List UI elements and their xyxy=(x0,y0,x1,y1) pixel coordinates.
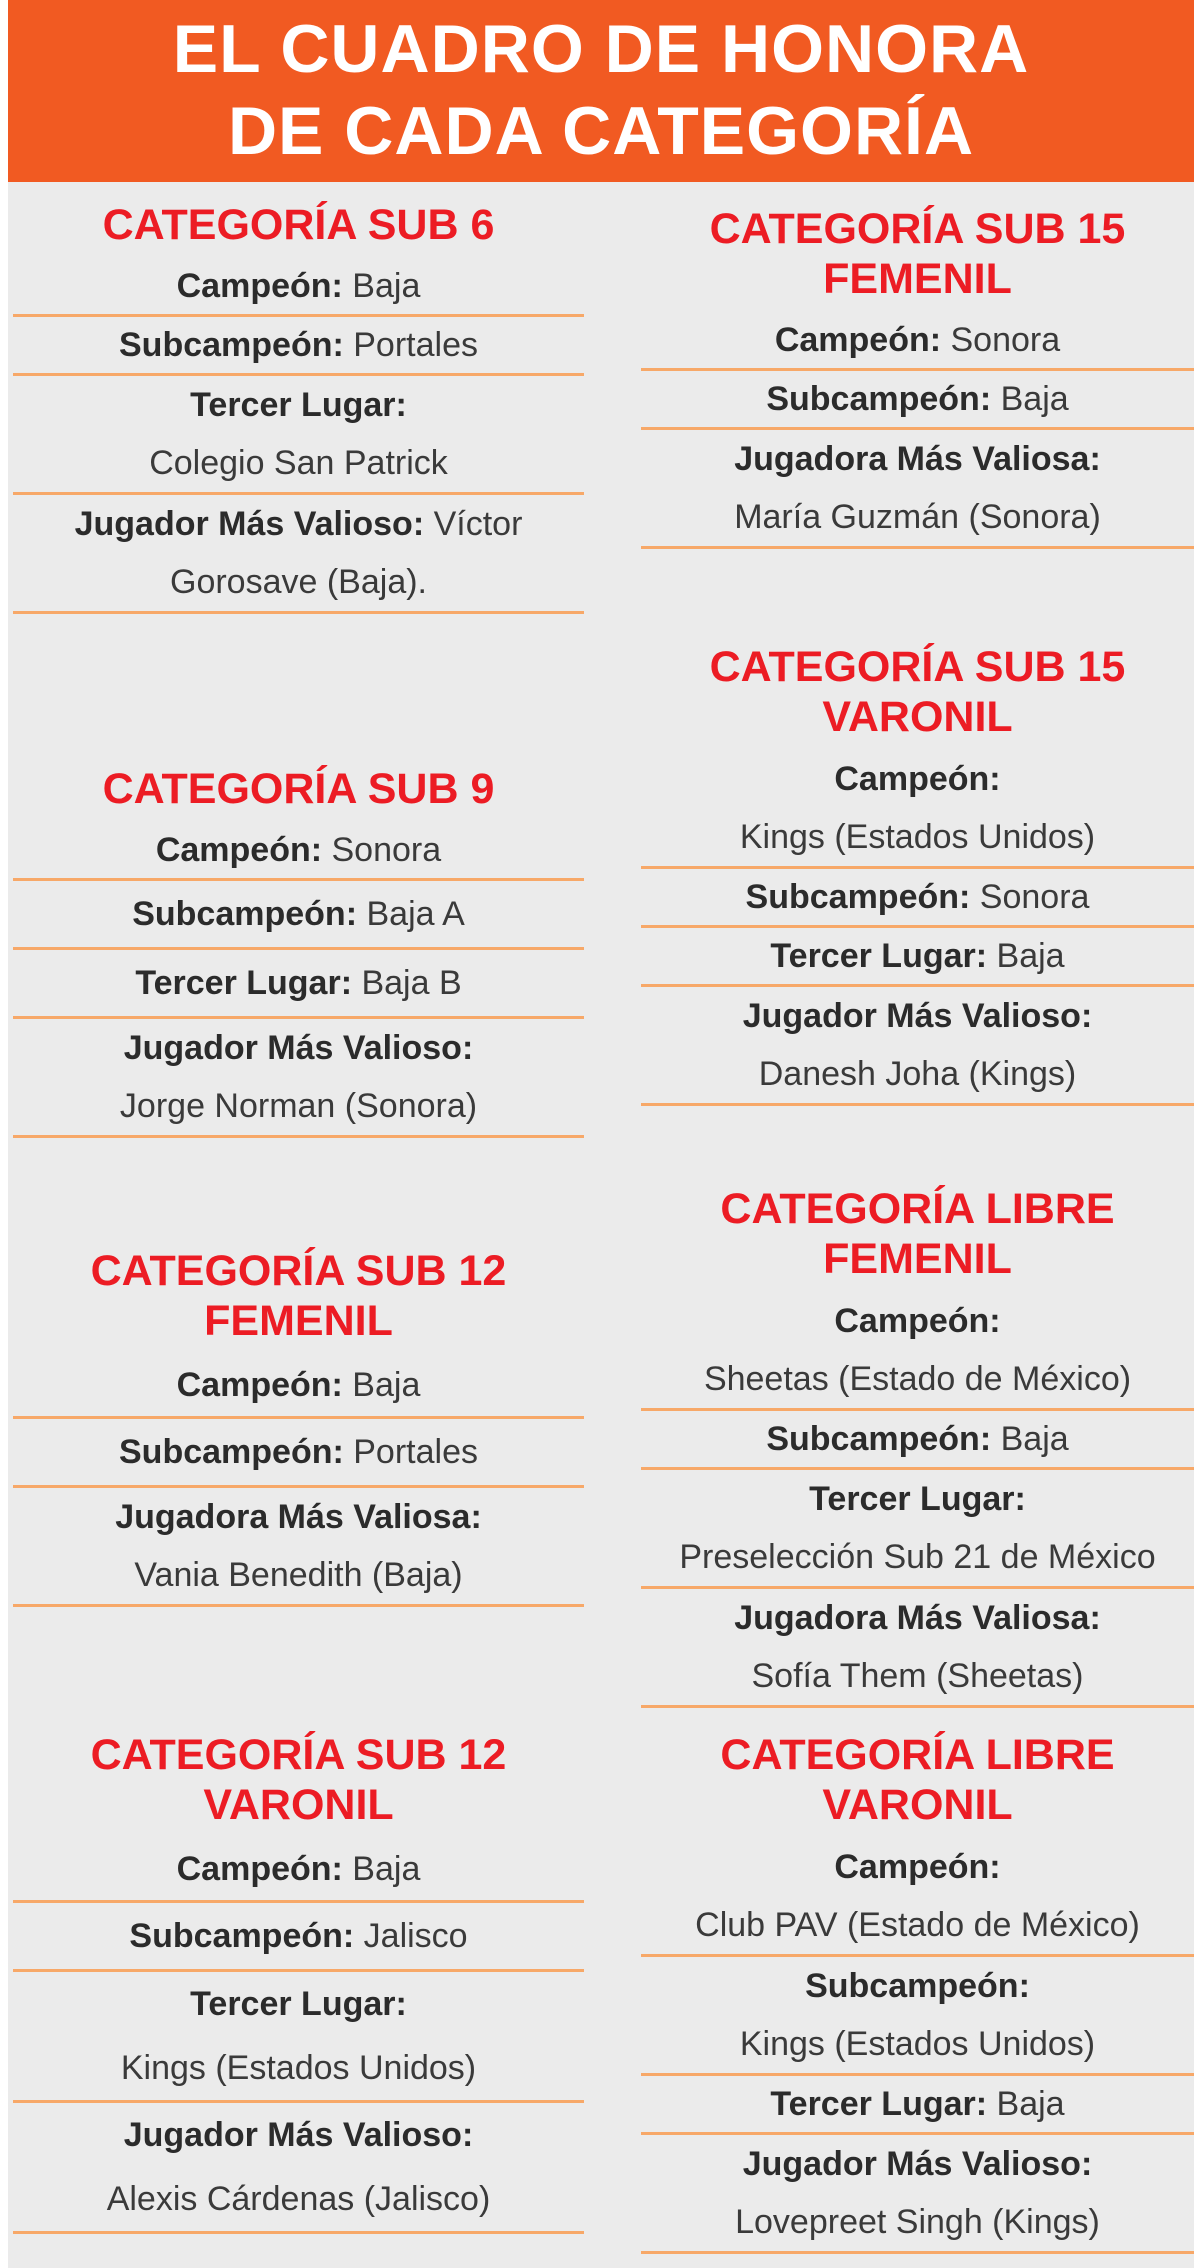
row-label: Campeón: xyxy=(834,1848,1001,1886)
category-title: CATEGORÍA SUB 15 FEMENIL xyxy=(709,205,1126,303)
row-label: Jugador Más Valioso: xyxy=(123,1029,474,1067)
mvp-row xyxy=(13,2103,584,2234)
row-value: Portales xyxy=(343,326,478,364)
row-value: Sheetas (Estado de México) xyxy=(703,1360,1132,1398)
mvp-row xyxy=(641,2135,1194,2254)
runner-up-row xyxy=(641,1411,1194,1470)
champion-row xyxy=(641,312,1194,371)
mvp-row xyxy=(13,1488,584,1607)
runner-up-row xyxy=(641,1957,1194,2076)
row-value: Lovepreet Singh (Kings) xyxy=(735,2203,1100,2241)
runner-up-row xyxy=(13,1419,584,1488)
row-value: Sofía Them (Sheetas) xyxy=(751,1657,1084,1695)
category-title: CATEGORÍA SUB 6 xyxy=(102,201,495,249)
third-place-row xyxy=(641,928,1194,987)
category-sub12-varonil xyxy=(13,1730,584,2234)
row-value: Portales xyxy=(343,1433,478,1471)
row-label: Jugador Más Valioso: xyxy=(742,997,1093,1035)
row-value: Víctor xyxy=(424,505,523,543)
category-title: CATEGORÍA LIBRE FEMENIL xyxy=(720,1185,1115,1283)
row-label: Tercer Lugar: xyxy=(770,937,988,975)
row-label: Subcampeón: xyxy=(766,1420,992,1458)
row-value: Baja xyxy=(991,1420,1069,1458)
row-label: Campeón: xyxy=(834,760,1001,798)
page-header xyxy=(8,0,1194,182)
row-label: Campeón: xyxy=(176,267,343,305)
row-label: Jugador Más Valioso: xyxy=(123,2116,474,2154)
row-label: Subcampeón: xyxy=(805,1967,1030,2005)
champion-row xyxy=(641,750,1194,869)
category-sub9 xyxy=(13,764,584,1138)
row-value: Baja xyxy=(991,380,1069,418)
row-label: Campeón: xyxy=(774,321,942,359)
third-place-row xyxy=(13,950,584,1019)
category-sub6 xyxy=(13,200,584,614)
row-value: Sonora xyxy=(941,321,1061,359)
champion-row xyxy=(641,1292,1194,1411)
champion-row xyxy=(13,1354,584,1419)
row-label: Jugador Más Valioso: xyxy=(742,2145,1093,2183)
category-sub15-femenil xyxy=(641,204,1194,549)
third-place-row xyxy=(13,1972,584,2103)
row-value: Vania Benedith (Baja) xyxy=(134,1556,463,1594)
champion-row xyxy=(13,1838,584,1903)
category-libre-femenil xyxy=(641,1184,1194,1708)
row-label: Subcampeón: xyxy=(119,1433,344,1471)
category-title: CATEGORÍA SUB 9 xyxy=(102,765,495,813)
row-label: Tercer Lugar: xyxy=(770,2085,988,2123)
row-label: Tercer Lugar: xyxy=(190,1985,407,2023)
champion-row xyxy=(13,258,584,317)
category-sub15-varonil xyxy=(641,642,1194,1106)
row-value: Kings (Estados Unidos) xyxy=(739,818,1096,856)
row-label: Tercer Lugar: xyxy=(135,964,353,1002)
third-place-row xyxy=(13,376,584,495)
row-value: Danesh Joha (Kings) xyxy=(758,1055,1077,1093)
runner-up-row xyxy=(13,881,584,950)
runner-up-row xyxy=(13,317,584,376)
row-label: Tercer Lugar: xyxy=(190,386,407,424)
row-value: Preselección Sub 21 de México xyxy=(679,1538,1156,1576)
row-value: Sonora xyxy=(970,878,1090,916)
category-sub12-femenil xyxy=(13,1246,584,1607)
champion-row xyxy=(13,822,584,881)
row-label: Jugadora Más Valiosa: xyxy=(115,1498,482,1536)
row-value: Alexis Cárdenas (Jalisco) xyxy=(106,2180,491,2218)
category-title: CATEGORÍA SUB 12 VARONIL xyxy=(90,1731,507,1829)
row-value: Baja xyxy=(342,1366,421,1404)
mvp-row xyxy=(13,1019,584,1138)
third-place-row xyxy=(641,2076,1194,2135)
row-label: Subcampeón: xyxy=(766,380,992,418)
runner-up-row xyxy=(641,371,1194,430)
runner-up-row xyxy=(641,869,1194,928)
mvp-row xyxy=(13,495,584,614)
mvp-row xyxy=(641,430,1194,549)
header-line-1: EL CUADRO DE HONORA xyxy=(172,11,1030,87)
third-place-row xyxy=(641,1470,1194,1589)
header-line-2: DE CADA CATEGORÍA xyxy=(227,93,975,169)
row-value: Colegio San Patrick xyxy=(149,444,448,482)
row-value: Baja xyxy=(342,267,421,305)
row-label: Subcampeón: xyxy=(129,1917,355,1955)
row-value: Baja B xyxy=(352,964,462,1002)
row-label: Campeón: xyxy=(176,1366,343,1404)
row-value: María Guzmán (Sonora) xyxy=(734,498,1101,536)
champion-row xyxy=(641,1838,1194,1957)
mvp-row xyxy=(641,987,1194,1106)
row-value: Baja xyxy=(987,2085,1065,2123)
honor-roll-panel xyxy=(8,182,1194,2268)
category-title: CATEGORÍA SUB 12 FEMENIL xyxy=(90,1247,507,1345)
row-label: Campeón: xyxy=(176,1850,343,1888)
row-value: Kings (Estados Unidos) xyxy=(120,2049,477,2087)
row-label: Campeón: xyxy=(834,1302,1001,1340)
row-label: Tercer Lugar: xyxy=(809,1480,1026,1518)
row-label: Subcampeón: xyxy=(132,895,358,933)
row-label: Campeón: xyxy=(155,831,323,869)
row-value: Gorosave (Baja). xyxy=(170,563,427,601)
mvp-row xyxy=(641,1589,1194,1708)
category-libre-varonil xyxy=(641,1730,1194,2254)
row-value: Baja xyxy=(342,1850,421,1888)
row-label: Subcampeón: xyxy=(745,878,971,916)
row-label: Subcampeón: xyxy=(119,326,344,364)
row-value: Kings (Estados Unidos) xyxy=(739,2025,1096,2063)
row-value: Baja A xyxy=(357,895,465,933)
row-value: Club PAV (Estado de México) xyxy=(695,1906,1140,1944)
runner-up-row xyxy=(13,1903,584,1972)
row-value: Sonora xyxy=(322,831,442,869)
category-title: CATEGORÍA SUB 15 VARONIL xyxy=(709,643,1126,741)
row-label: Jugador Más Valioso: xyxy=(74,505,425,543)
row-value: Baja xyxy=(987,937,1065,975)
row-label: Jugadora Más Valiosa: xyxy=(734,1599,1101,1637)
category-title: CATEGORÍA LIBRE VARONIL xyxy=(720,1731,1115,1829)
row-value: Jorge Norman (Sonora) xyxy=(119,1087,478,1125)
row-value: Jalisco xyxy=(354,1917,468,1955)
row-label: Jugadora Más Valiosa: xyxy=(734,440,1101,478)
